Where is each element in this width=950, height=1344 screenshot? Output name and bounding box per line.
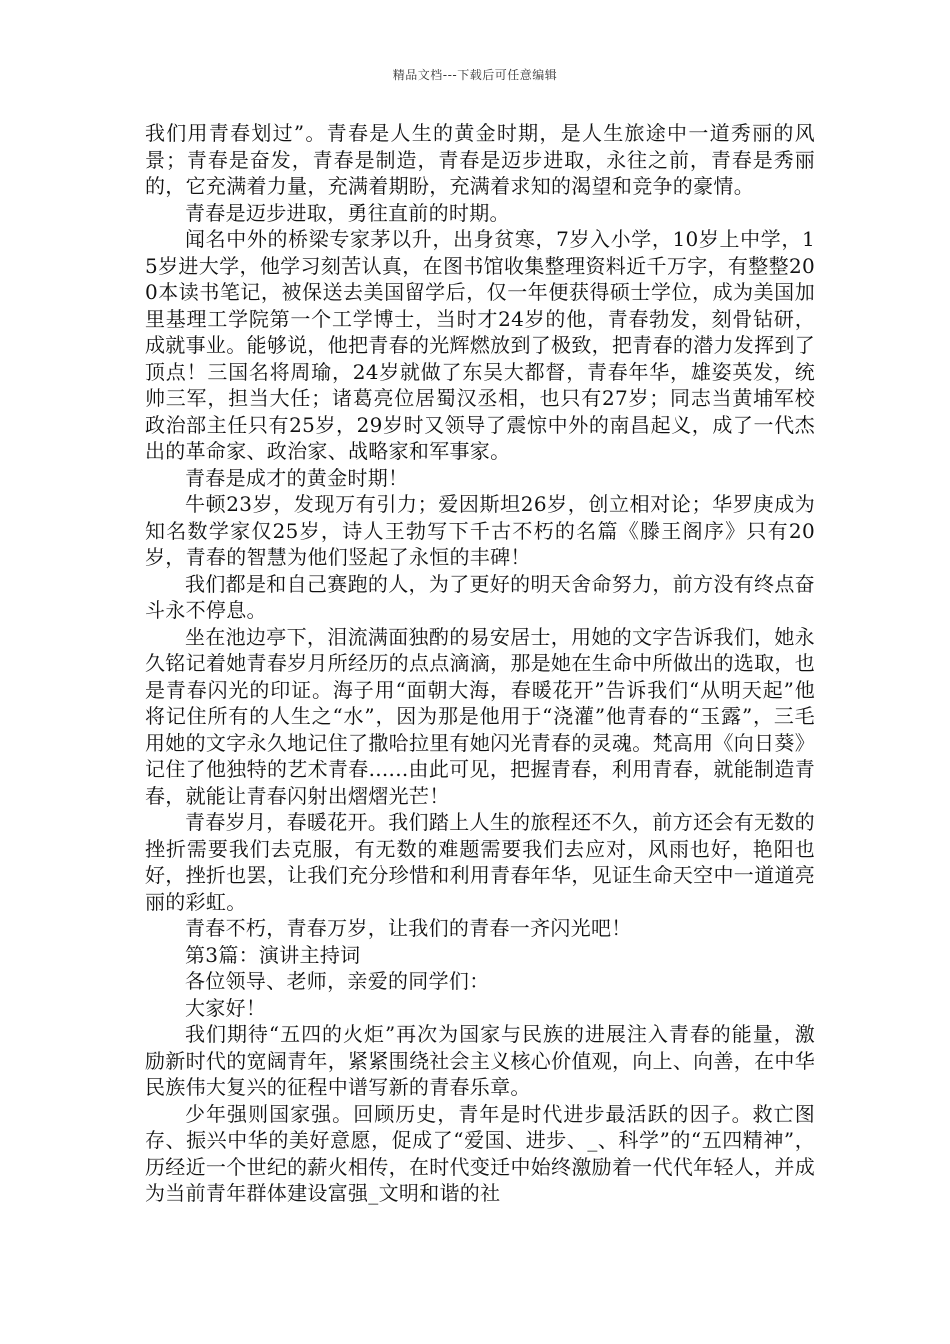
paragraph-may-fourth: 我们期待“五四的火炬”再次为国家与民族的进展注入青春的能量，激励新时代的宽阔青年，紧紧围绕社会主义核心价值观，向上、向善，在中华民族伟大复兴的征程中谱写新的青春乐章。	[145, 1022, 815, 1099]
paragraph-heading-talent: 青春是成才的黄金时期！	[185, 465, 409, 490]
paragraph-race: 我们都是和自己赛跑的人，为了更好的明天舍命努力，前方没有终点奋斗永不停息。	[145, 571, 815, 622]
paragraph-hello: 大家好！	[185, 995, 267, 1020]
paragraph-continuation: 我们用青春划过”。青春是人生的黄金时期，是人生旅途中一道秀丽的风景；青春是奋发，青春是制造，青春是迈步进取，永往之前，青春是秀丽的，它充满着力量，充满着期盼，充满着求知的渴望和竞争的豪情。	[145, 121, 815, 198]
paragraph-greeting: 各位领导、老师，亲爱的同学们：	[185, 969, 490, 993]
paragraph-history: 少年强则国家强。回顾历史，青年是时代进步最活跃的因子。救亡图存、振兴中华的美好意愿，促成了“爱国、进步、_、科学”的“五四精神”，历经近一个世纪的薪火相传，在时代变迁中始终激励着一代代年轻人，并成为当前青年群体建设富强_文明和谐的社	[145, 1101, 815, 1205]
paragraph-mao-yisheng: 闻名中外的桥梁专家茅以升，出身贫寒，7岁入小学，10岁上中学，15岁进大学，他学习刻苦认真，在图书馆收集整理资料近千万字，有整整200本读书笔记，被保送去美国留学后，仅一年便获得硕士学位，成为美国加里基理工学院第一个工学博士，当时才24岁的他，青春勃发，刻骨钻研，成就事业。能够说，他把青春的光辉燃放到了极致，把青春的潜力发挥到了顶点！三国名将周瑜，24岁就做了东吴大都督，青春年华，雄姿英发，统帅三军，担当大任；诸葛亮位居蜀汉丞相，也只有27岁；同志当黄埔军校政治部主任只有25岁，29岁时又领导了震惊中外的南昌起义，成了一代杰出的革命家、政治家、战略家和军事家。	[145, 227, 815, 463]
paragraph-newton: 牛顿23岁，发现万有引力；爱因斯坦26岁，创立相对论；华罗庚成为知名数学家仅25岁，诗人王勃写下千古不朽的名篇《滕王阁序》只有20岁，青春的智慧为他们竖起了永恒的丰碑！	[145, 492, 815, 569]
document-body	[145, 120, 815, 1207]
page-header: 精品文档---下载后可任意编辑	[392, 68, 558, 82]
paragraph-closing: 青春不朽，青春万岁，让我们的青春一齐闪光吧！	[185, 916, 632, 940]
paragraph-youth-years: 青春岁月，春暖花开。我们踏上人生的旅程还不久，前方还会有无数的挫折需要我们去克服，有无数的难题需要我们去应对，风雨也好，艳阳也好，挫折也罢，让我们充分珍惜和利用青春年华，见证生命天空中一道道亮丽的彩虹。	[145, 810, 815, 914]
paragraph-poets: 坐在池边亭下，泪流满面独酌的易安居士，用她的文字告诉我们，她永久铭记着她青春岁月所经历的点点滴滴，那是她在生命中所做出的选取，也是青春闪光的印证。海子用“面朝大海，春暖花开”告诉我们“从明天起”他将记住所有的人生之“水”，因为那是他用于“浇灌”他青春的“玉露”，三毛用她的文字永久地记住了撒哈拉里有她闪光青春的灵魂。梵高用《向日葵》记住了他独特的艺术青春......由此可见，把握青春，利用青春，就能制造青春，就能让青春闪射出熠熠光芒！	[145, 624, 815, 808]
section-title: 第3篇：演讲主持词	[185, 942, 361, 967]
paragraph-heading-progress: 青春是迈步进取，勇往直前的时期。	[185, 200, 510, 225]
